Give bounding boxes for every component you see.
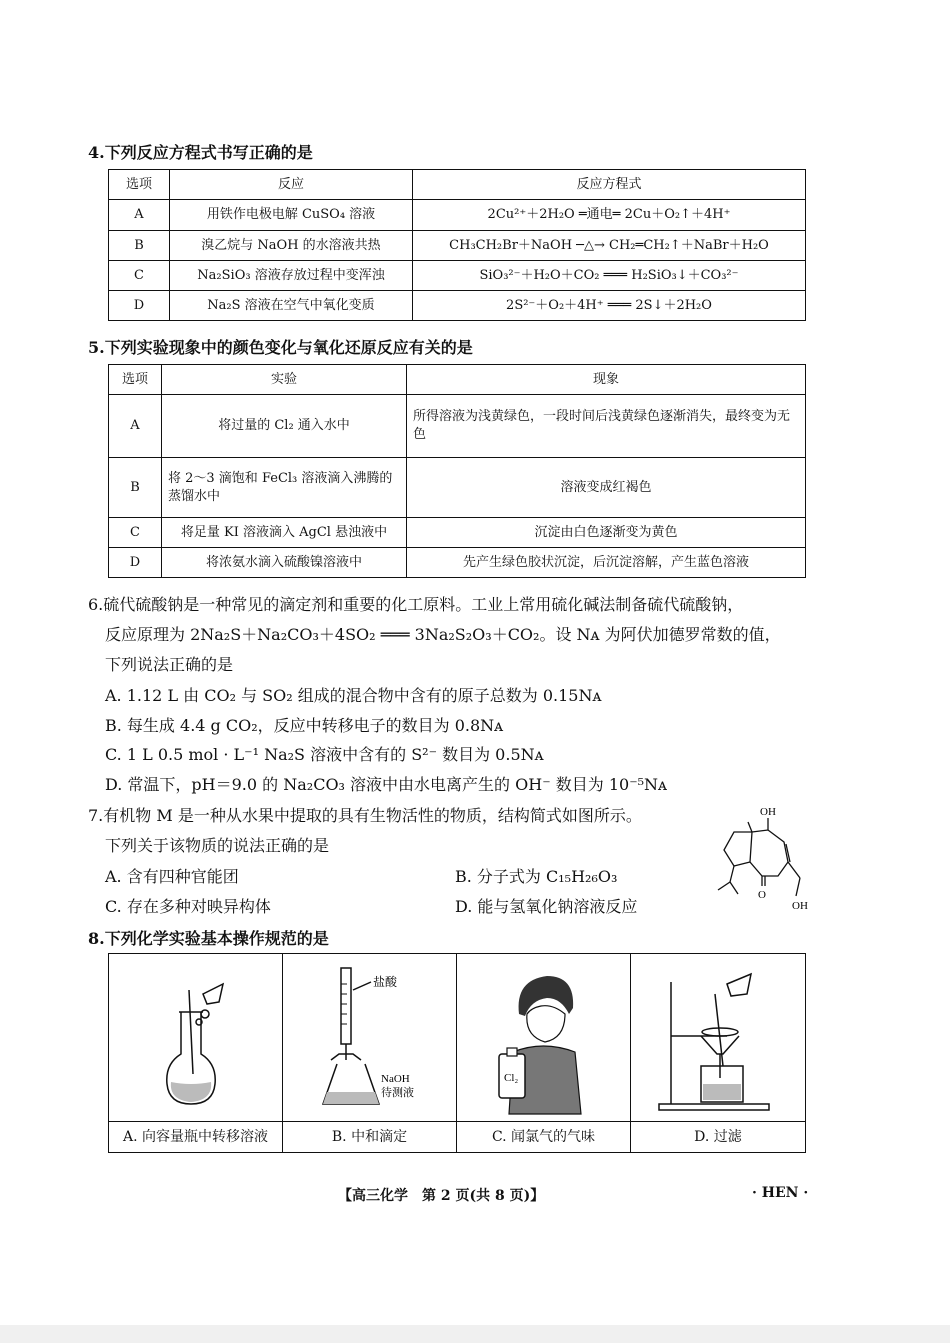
molecule-oh-bottom: OH [792,900,808,912]
q5-title: 5.下列实验现象中的颜色变化与氧化还原反应有关的是 [88,338,473,357]
q8-caption-c: C. 闻氯气的气味 [457,1121,630,1152]
q6-option-b: B. 每生成 4.4 g CO₂，反应中转移电子的数目为 0.8Nᴀ [105,716,504,735]
q5-row-d-experiment: 将浓氨水滴入硫酸镍溶液中 [162,548,407,578]
q5-row-b-experiment: 将 2～3 滴饱和 FeCl₃ 溶液滴入沸腾的蒸馏水中 [162,458,407,518]
smell-gas-person-icon [457,954,631,1120]
q5-header-row [109,365,806,395]
q8-cell-d [631,954,805,1152]
q8-cell-b [283,954,457,1152]
q4-row-a-reaction: 用铁作电极电解 CuSO₄ 溶液 [170,200,413,231]
q5-row-d-option: D [109,548,162,578]
q7-line2: 下列关于该物质的说法正确的是 [105,836,330,855]
q8-title: 8.下列化学实验基本操作规范的是 [88,929,329,948]
q5-row-b-phenomenon: 溶液变成红褐色 [407,458,806,518]
q8-figure-box [108,953,806,1153]
q7-option-c: C. 存在多种对映异构体 [105,897,271,916]
q4-row-a-equation: 2Cu²⁺＋2H₂O ═通电═ 2Cu＋O₂↑＋4H⁺ [413,200,806,231]
q8-cell-c [457,954,631,1152]
filtration-setup-icon [631,954,805,1120]
q8-caption-b: B. 中和滴定 [283,1121,456,1152]
table-row [109,395,806,458]
q4-row-a-option: A [109,200,170,231]
sample-label: 待测液 [381,1087,414,1099]
q8-caption-a: A. 向容量瓶中转移溶液 [109,1121,282,1152]
q5-table [108,364,806,578]
q6-option-c: C. 1 L 0.5 mol · L⁻¹ Na₂S 溶液中含有的 S²⁻ 数目为 0.5Nᴀ [105,745,544,764]
q5-row-a-experiment: 将过量的 Cl₂ 通入水中 [162,395,407,458]
q5-row-c-option: C [109,518,162,548]
q6-line3: 下列说法正确的是 [105,655,234,674]
q4-row-c-equation: SiO₃²⁻＋H₂O＋CO₂ ═══ H₂SiO₃↓＋CO₃²⁻ [413,261,806,291]
q5-header-phenomenon: 现象 [407,365,806,395]
q4-header-option: 选项 [109,170,170,200]
q8-caption-d: D. 过滤 [631,1121,805,1152]
q5-row-c-phenomenon: 沉淀由白色逐渐变为黄色 [407,518,806,548]
q8-cell-a [109,954,283,1152]
table-row [109,291,806,321]
q6-option-d: D. 常温下，pH＝9.0 的 Na₂CO₃ 溶液中由水电离产生的 OH⁻ 数目为 10⁻⁵Nᴀ [105,775,668,794]
q4-row-b-reaction: 溴乙烷与 NaOH 的水溶液共热 [170,231,413,261]
q4-row-c-reaction: Na₂SiO₃ 溶液存放过程中变浑浊 [170,261,413,291]
footer-code: · HEN · [752,1185,809,1201]
q5-row-d-phenomenon: 先产生绿色胶状沉淀，后沉淀溶解，产生蓝色溶液 [407,548,806,578]
table-row [109,458,806,518]
q7-option-b: B. 分子式为 C₁₅H₂₆O₃ [455,867,618,886]
q7-option-d: D. 能与氢氧化钠溶液反应 [455,897,638,916]
table-row [109,548,806,578]
volumetric-flask-icon [109,954,283,1120]
table-row [109,231,806,261]
cl2-label: Cl₂ [504,1072,519,1084]
q4-header-row [109,170,806,200]
q5-row-b-option: B [109,458,162,518]
q4-table [108,169,806,321]
molecule-o-label: O [758,889,766,901]
q4-row-b-option: B [109,231,170,261]
q7-line1: 7.有机物 M 是一种从水果中提取的具有生物活性的物质，结构简式如图所示。 [88,806,642,825]
q4-header-equation: 反应方程式 [413,170,806,200]
q4-header-reaction: 反应 [170,170,413,200]
q4-row-d-equation: 2S²⁻＋O₂＋4H⁺ ═══ 2S↓＋2H₂O [413,291,806,321]
q4-row-c-option: C [109,261,170,291]
hcl-label: 盐酸 [373,975,398,989]
q5-row-c-experiment: 将足量 KI 溶液滴入 AgCl 悬浊液中 [162,518,407,548]
q5-header-experiment: 实验 [162,365,407,395]
q4-title: 4.下列反应方程式书写正确的是 [88,143,313,162]
table-row [109,518,806,548]
molecule-structure [712,802,822,914]
q6-option-a: A. 1.12 L 由 CO₂ 与 SO₂ 组成的混合物中含有的原子总数为 0.15Nᴀ [105,686,602,705]
naoh-label: NaOH [381,1073,410,1085]
q4-row-d-option: D [109,291,170,321]
page-footer: 【高三化学 第 2 页(共 8 页)】 [338,1188,545,1204]
q5-header-option: 选项 [109,365,162,395]
titration-burette-icon [283,954,457,1120]
q5-row-a-phenomenon: 所得溶液为浅黄绿色，一段时间后浅黄绿色逐渐消失，最终变为无色 [407,395,806,458]
q6-line1: 6.硫代硫酸钠是一种常见的滴定剂和重要的化工原料。工业上常用硫化碱法制备硫代硫酸钠， [88,595,744,614]
table-row [109,261,806,291]
q4-row-d-reaction: Na₂S 溶液在空气中氧化变质 [170,291,413,321]
table-row [109,200,806,231]
molecule-oh-top: OH [760,806,776,818]
q6-line2: 反应原理为 2Na₂S＋Na₂CO₃＋4SO₂ ═══ 3Na₂S₂O₃＋CO₂。设 Nᴀ 为阿伏加德罗常数的值， [105,625,781,644]
q5-row-a-option: A [109,395,162,458]
q7-option-a: A. 含有四种官能团 [105,867,239,886]
q4-row-b-equation: CH₃CH₂Br＋NaOH ─△→ CH₂═CH₂↑＋NaBr＋H₂O [413,231,806,261]
bottom-strip [0,1325,950,1343]
